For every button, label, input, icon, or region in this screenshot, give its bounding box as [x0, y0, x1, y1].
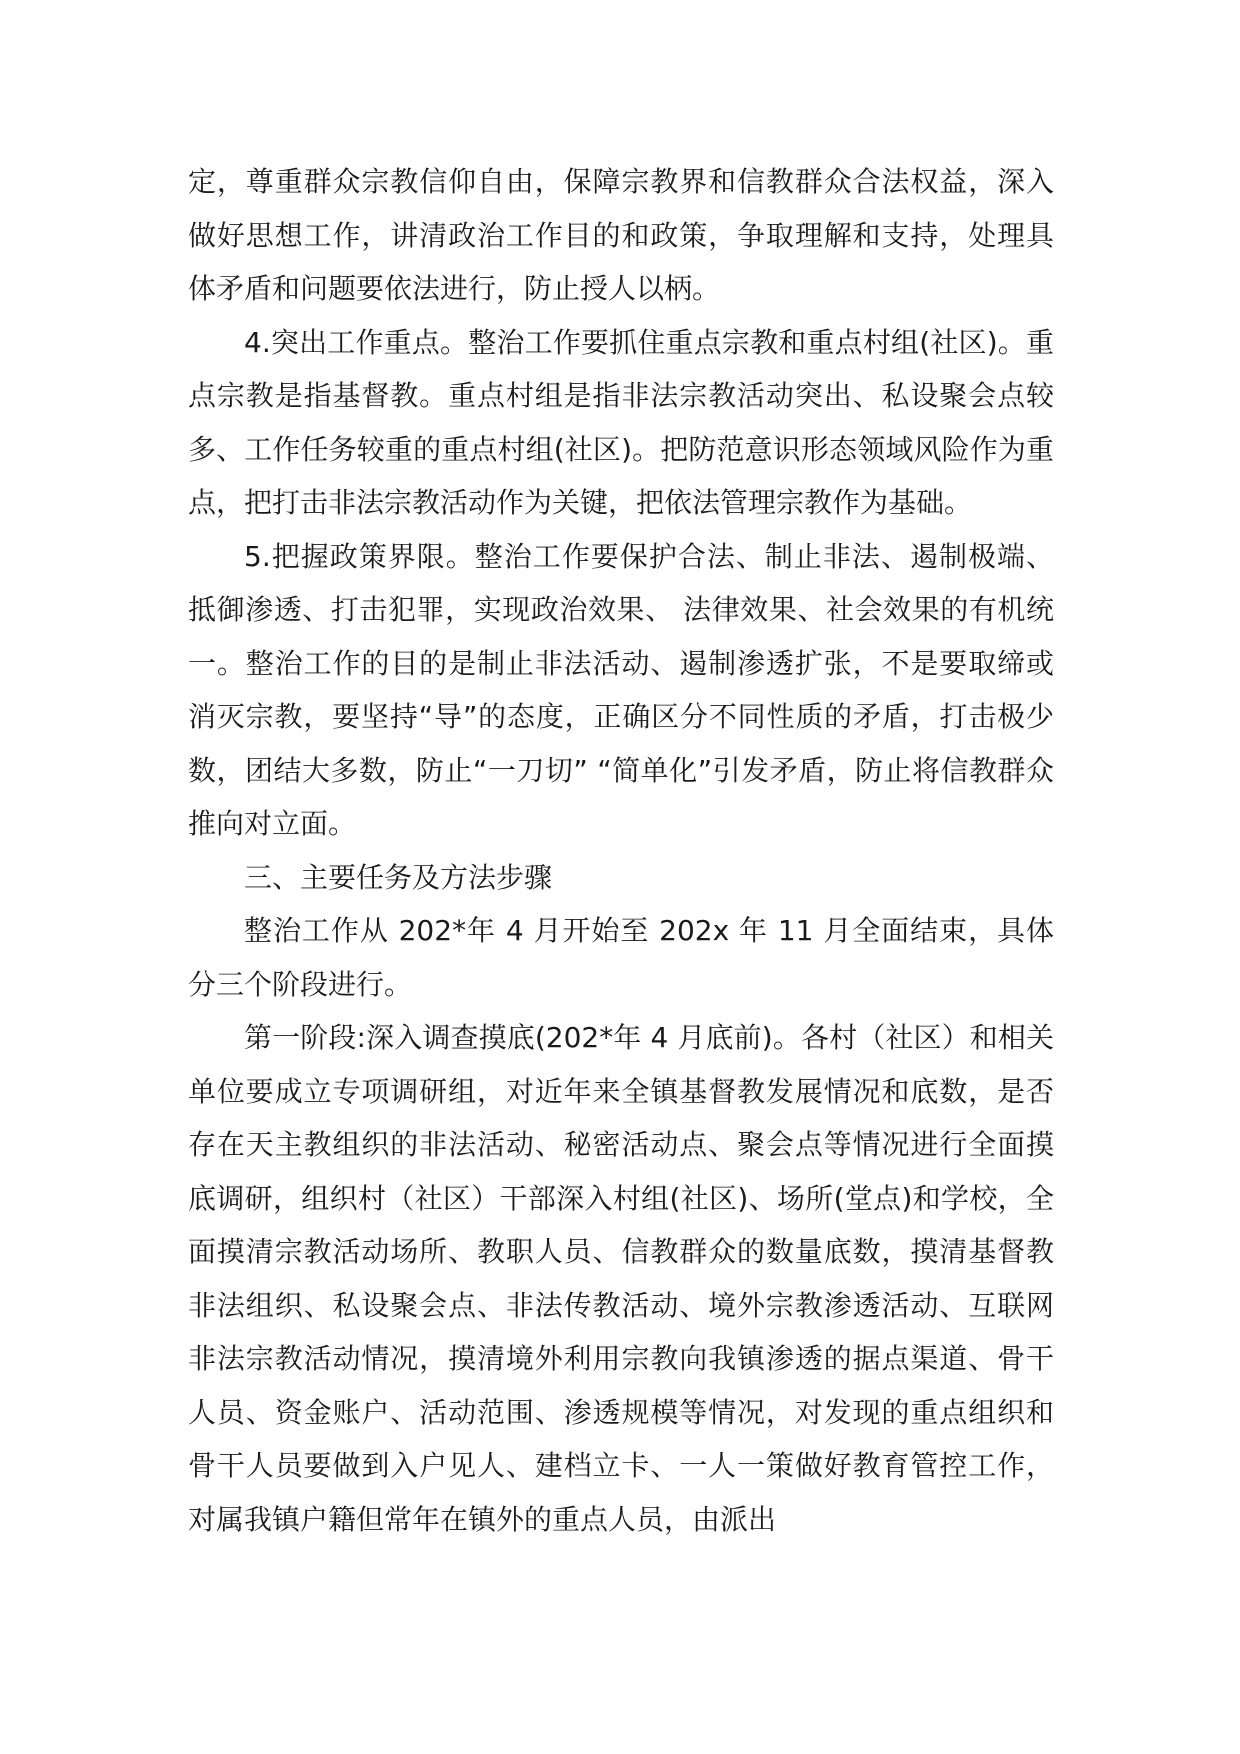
paragraph-continuation: 定，尊重群众宗教信仰自由，保障宗教界和信教群众合法权益，深入做好思想工作，讲清政治工作目的和政策，争取理解和支持，处理具体矛盾和问题要依法进行，防止授人以柄。 — [188, 165, 1054, 305]
paragraph-stage-one: 第一阶段:深入调查摸底(202*年 4 月底前)。各村（社区）和相关单位要成立专项调研组，对近年来全镇基督教发展情况和底数，是否存在天主教组织的非法活动、秘密活动点、聚会点等情况进行全面摸底调研，组织村（社区）干部深入村组(社区)、场所(堂点)和学校，全面摸清宗教活动场所、教职人员、信教群众的数量底数，摸清基督教非法组织、私设聚会点、非法传教活动、境外宗教渗透活动、互联网非法宗教活动情况，摸清境外利用宗教向我镇渗透的据点渠道、骨干人员、资金账户、活动范围、渗透规模等情况，对发现的重点组织和骨干人员要做到入户见人、建档立卡、一人一策做好教育管控工作，对属我镇户籍但常年在镇外的重点人员，由派出 — [188, 1021, 1054, 1536]
paragraph-item-4: 4.突出工作重点。整治工作要抓住重点宗教和重点村组(社区)。重点宗教是指基督教。重点村组是指非法宗教活动突出、私设聚会点较多、工作任务较重的重点村组(社区)。把防范意识形态领域风险作为重点，把打击非法宗教活动作为关键，把依法管理宗教作为基础。 — [188, 325, 1054, 519]
section-heading: 三、主要任务及方法步骤 — [244, 860, 553, 894]
document-body — [188, 155, 1054, 1546]
paragraph-schedule: 整治工作从 202*年 4 月开始至 202x 年 11 月全面结束，具体分三个阶段进行。 — [188, 914, 1054, 1001]
paragraph-item-5: 5.把握政策界限。整治工作要保护合法、制止非法、遏制极端、抵御渗透、打击犯罪，实现政治效果、 法律效果、社会效果的有机统一。整治工作的目的是制止非法活动、遏制渗透扩张，不是要取缔或消灭宗教，要坚持“导”的态度，正确区分不同性质的矛盾，打击极少数，团结大多数，防止“一刀切” “简单化”引发矛盾，防止将信教群众推向对立面。 — [188, 539, 1054, 840]
